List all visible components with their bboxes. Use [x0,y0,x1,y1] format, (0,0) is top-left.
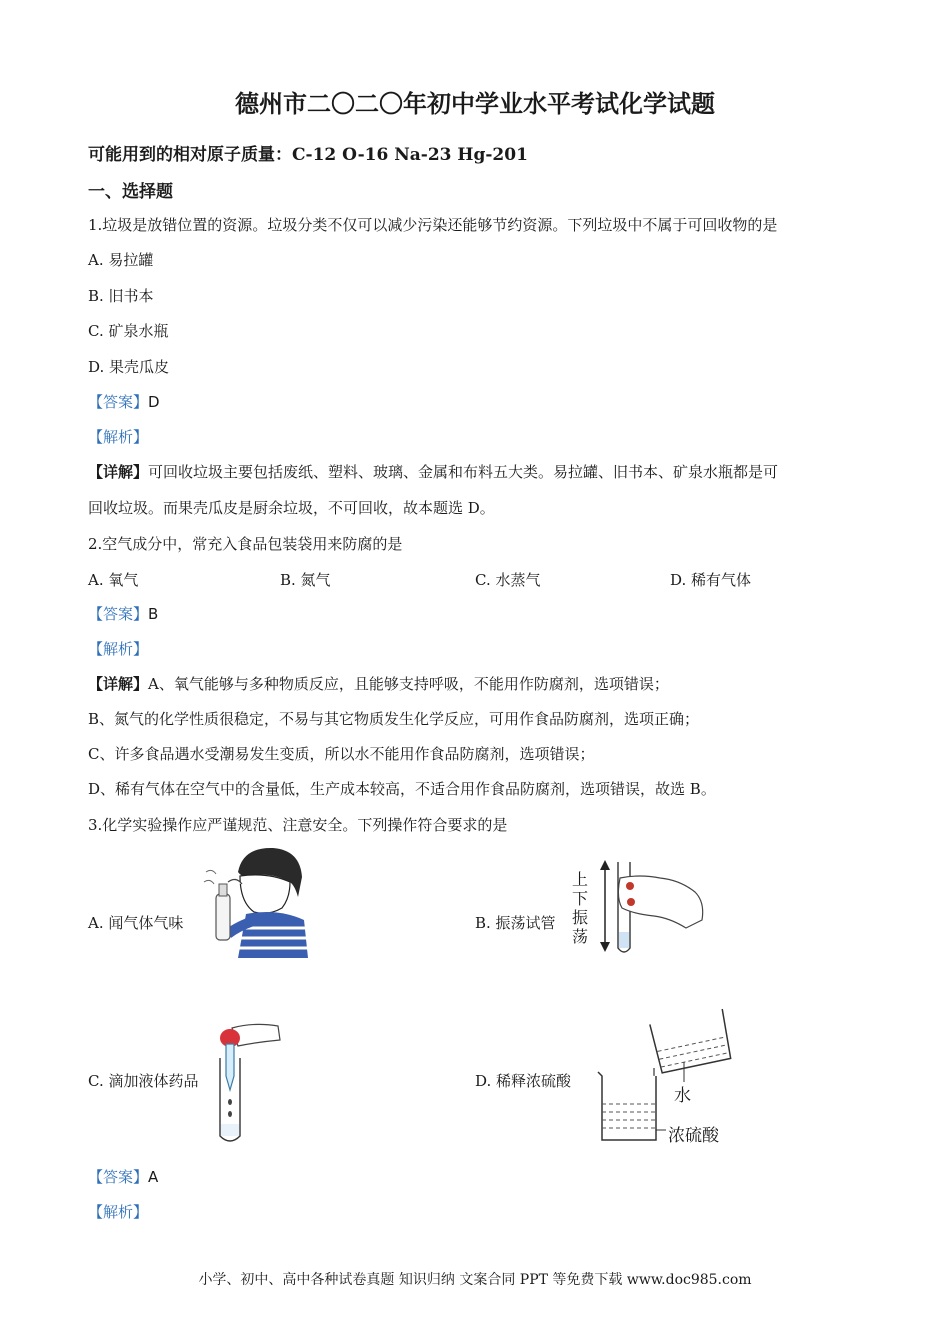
q3-option-a: A. 闻气体气味 [88,914,184,932]
fig-b-label: 上下振荡 [572,870,589,946]
figure-dropper [208,1018,288,1146]
q2-answer [88,603,158,624]
q2-stem: 2.空气成分中，常充入食品包装袋用来防腐的是 [88,535,403,553]
q3-option-b: B. 振荡试管 [475,914,556,932]
q2-option-a: A. 氧气 [88,571,139,589]
answer-value: A [148,1168,159,1186]
q2-detail-c: C、许多食品遇水受潮易发生变质，所以水不能用作食品防腐剂，选项错误； [88,745,595,763]
answer-value: B [148,605,159,623]
q2-detail-a [88,673,669,694]
q3-option-c: C. 滴加液体药品 [88,1072,199,1090]
q1-answer [88,391,160,412]
answer-tag: 【答案】 [88,393,149,411]
answer-tag: 【答案】 [88,1168,149,1186]
q1-option-d: D. 果壳瓜皮 [88,358,170,376]
answer-tag: 【答案】 [88,605,149,623]
q2-option-d: D. 稀有气体 [670,571,752,589]
section-heading: 一、选择题 [88,182,173,202]
q1-stem: 1.垃圾是放错位置的资源。垃圾分类不仅可以减少污染还能够节约资源。下列垃圾中不属于可回收物的是 [88,216,778,234]
q3-analysis-tag: 【解析】 [88,1203,149,1221]
fig-d-water-label: 水 [674,1086,691,1106]
page-footer: 小学、初中、高中各种试卷真题 知识归纳 文案合同 PPT 等免费下载 www.doc985.com [198,1272,752,1288]
q1-detail-line2: 回收垃圾。而果壳瓜皮是厨余垃圾，不可回收，故本题选 D。 [88,499,495,517]
figure-smell-gas [198,842,313,960]
q2-detail-d: D、稀有气体在空气中的含量低，生产成本较高，不适合用作食品防腐剂，选项错误，故选 B。 [88,780,716,798]
q1-option-b: B. 旧书本 [88,287,154,305]
detail-text: 可回收垃圾主要包括废纸、塑料、玻璃、金属和布料五大类。易拉罐、旧书本、矿泉水瓶都是可 [148,463,779,481]
q1-option-a: A. 易拉罐 [88,251,154,269]
q2-detail-b: B、氮气的化学性质很稳定，不易与其它物质发生化学反应，可用作食品防腐剂，选项正确； [88,710,700,728]
detail-text: A、氧气能够与多种物质反应，且能够支持呼吸，不能用作防腐剂，选项错误； [148,675,669,693]
q3-option-d: D. 稀释浓硫酸 [475,1072,572,1090]
fig-d-acid-label: 浓硫酸 [668,1126,719,1146]
q3-stem: 3.化学实验操作应严谨规范、注意安全。下列操作符合要求的是 [88,816,508,834]
q2-analysis-tag: 【解析】 [88,640,149,658]
q3-answer [88,1166,158,1187]
q2-option-c: C. 水蒸气 [475,571,541,589]
atomic-masses: 可能用到的相对原子质量：C-12 O-16 Na-23 Hg-201 [88,145,528,165]
q1-option-c: C. 矿泉水瓶 [88,322,169,340]
answer-value: D [148,393,160,411]
q2-option-b: B. 氮气 [280,571,331,589]
page-title: 德州市二〇二〇年初中学业水平考试化学试题 [235,89,715,118]
q1-analysis-tag: 【解析】 [88,428,149,446]
detail-tag: 【详解】 [88,675,149,693]
detail-tag: 【详解】 [88,463,149,481]
figure-shake-tube [590,858,715,958]
q1-detail-line1 [88,461,778,482]
